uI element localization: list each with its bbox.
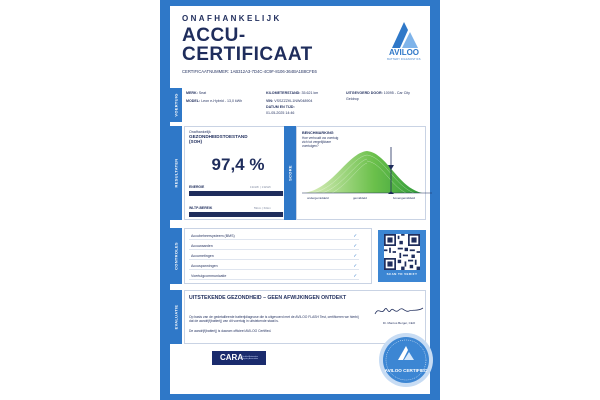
benchmark-curve [302,147,432,195]
qr-caption: SCAN TO VERIFY [386,272,418,276]
vehicle-performed: UITGEVOERD DOOR: 10095 - Car City [346,91,410,95]
certificate-number: CERTIFICAATNUMMER: 1AB312A3-7D4C-4C9F-8106-364BA1B8CFE6 [182,69,317,74]
qr-code-icon [384,234,420,270]
benchmark-box [296,126,426,220]
vehicle-model: MODEL: Leon e-Hybrid - 13,0 kWh [186,99,243,103]
band-results: RESULTATEN [170,126,182,220]
logo-tagline: BATTERY DIAGNOSTICS [387,58,421,61]
header-overline: ONAFHANKELIJK [182,14,282,23]
range-label: WLTP-BEREIK [189,206,213,210]
benchmark-title: BENCHMARKING [302,131,334,135]
title-line-2: CERTIFICAAT [182,44,313,65]
certified-seal-icon [378,332,434,388]
certificate-title [182,26,313,64]
control-row: Accubeheersysteem (BMS) ✓ [191,233,357,238]
signer-name: Dr. Marcus Berger, CEO [382,321,416,325]
benchmark-average: gemiddeld [353,196,367,200]
cara-badge [212,351,266,365]
controls-box [184,228,372,284]
band-controls: CONTROLES [170,228,182,284]
title-line-1: ACCU- [182,25,246,46]
svg-text:AVILOO CERTIFIED: AVILOO CERTIFIED [384,368,428,373]
vehicle-date: 01-05-2025 14:46 [266,111,295,115]
energy-value: 13kWh | 13kWh [249,185,271,189]
vehicle-vin: VIN: VSSZZZKL1NW048904 [266,99,313,103]
band-score: SCORE [284,126,296,220]
energy-label: ENERGIE [189,185,205,189]
evaluation-text-2: De aandrijf(batterij) is daarom officieel AVILOO Certified. [189,329,272,333]
energy-bar-fill [189,191,283,196]
check-icon: ✓ [353,243,357,248]
benchmark-high: bovengemiddeld [393,196,416,200]
vehicle-mileage: KILOMETERSTAND: 35.621 km [266,91,319,95]
certificate-sheet [170,6,430,394]
signature-icon [373,304,425,318]
control-row: Accuspanningen ✓ [191,263,357,268]
band-evaluation: EVALUATIE [170,290,182,344]
control-row: Voertuigcommunicatie ✓ [191,273,357,278]
certificate-background [160,0,440,400]
check-icon: ✓ [353,273,357,278]
control-row: Accuwaarden ✓ [191,243,357,248]
range-bar-fill [189,212,283,217]
soh-box [184,126,292,220]
cara-subtitle: Certified Automotive Registry Association [242,356,259,361]
soh-value: 97,4 % [211,155,265,174]
evaluation-text-1: Op basis van de gedetailleerde batterijdiagnose die is uitgevoerd met de AVILOO FLASH Test, certificeren we hierbij dat de aandrijf(batterij) van dit voertuig in uitstekende staat is. [189,315,359,324]
evaluation-title: UITSTEKENDE GEZONDHEID – GEEN AFWIJKINGEN ONTDEKT [189,295,347,301]
range-value: 59km | 60km [253,206,271,210]
vehicle-make: MERK: Seat [186,91,207,95]
soh-subtitle: Onafhankelijk [189,130,211,134]
control-row: Accumetingen ✓ [191,253,357,258]
soh-title: GEZONDHEIDSTOESTAND (SOH) [189,134,248,144]
vehicle-location: Geldrop [346,97,359,101]
vehicle-info [186,89,426,123]
benchmark-low: ondergemiddeld [307,196,329,200]
range-bar [189,212,285,217]
check-icon: ✓ [353,263,357,268]
energy-bar [189,191,285,196]
check-icon: ✓ [353,253,357,258]
check-icon: ✓ [353,233,357,238]
benchmark-description: Hoe verhoudt uw voertuig zich tot vergelijkbare voertuigen? [302,136,339,148]
vehicle-date-label: DATUM EN TIJD: [266,105,295,109]
cara-name: CARA [220,353,244,362]
logo-name: AVILOO [388,48,420,57]
band-vehicle: VOERTUIG [170,88,182,122]
qr-verify[interactable] [378,230,426,282]
